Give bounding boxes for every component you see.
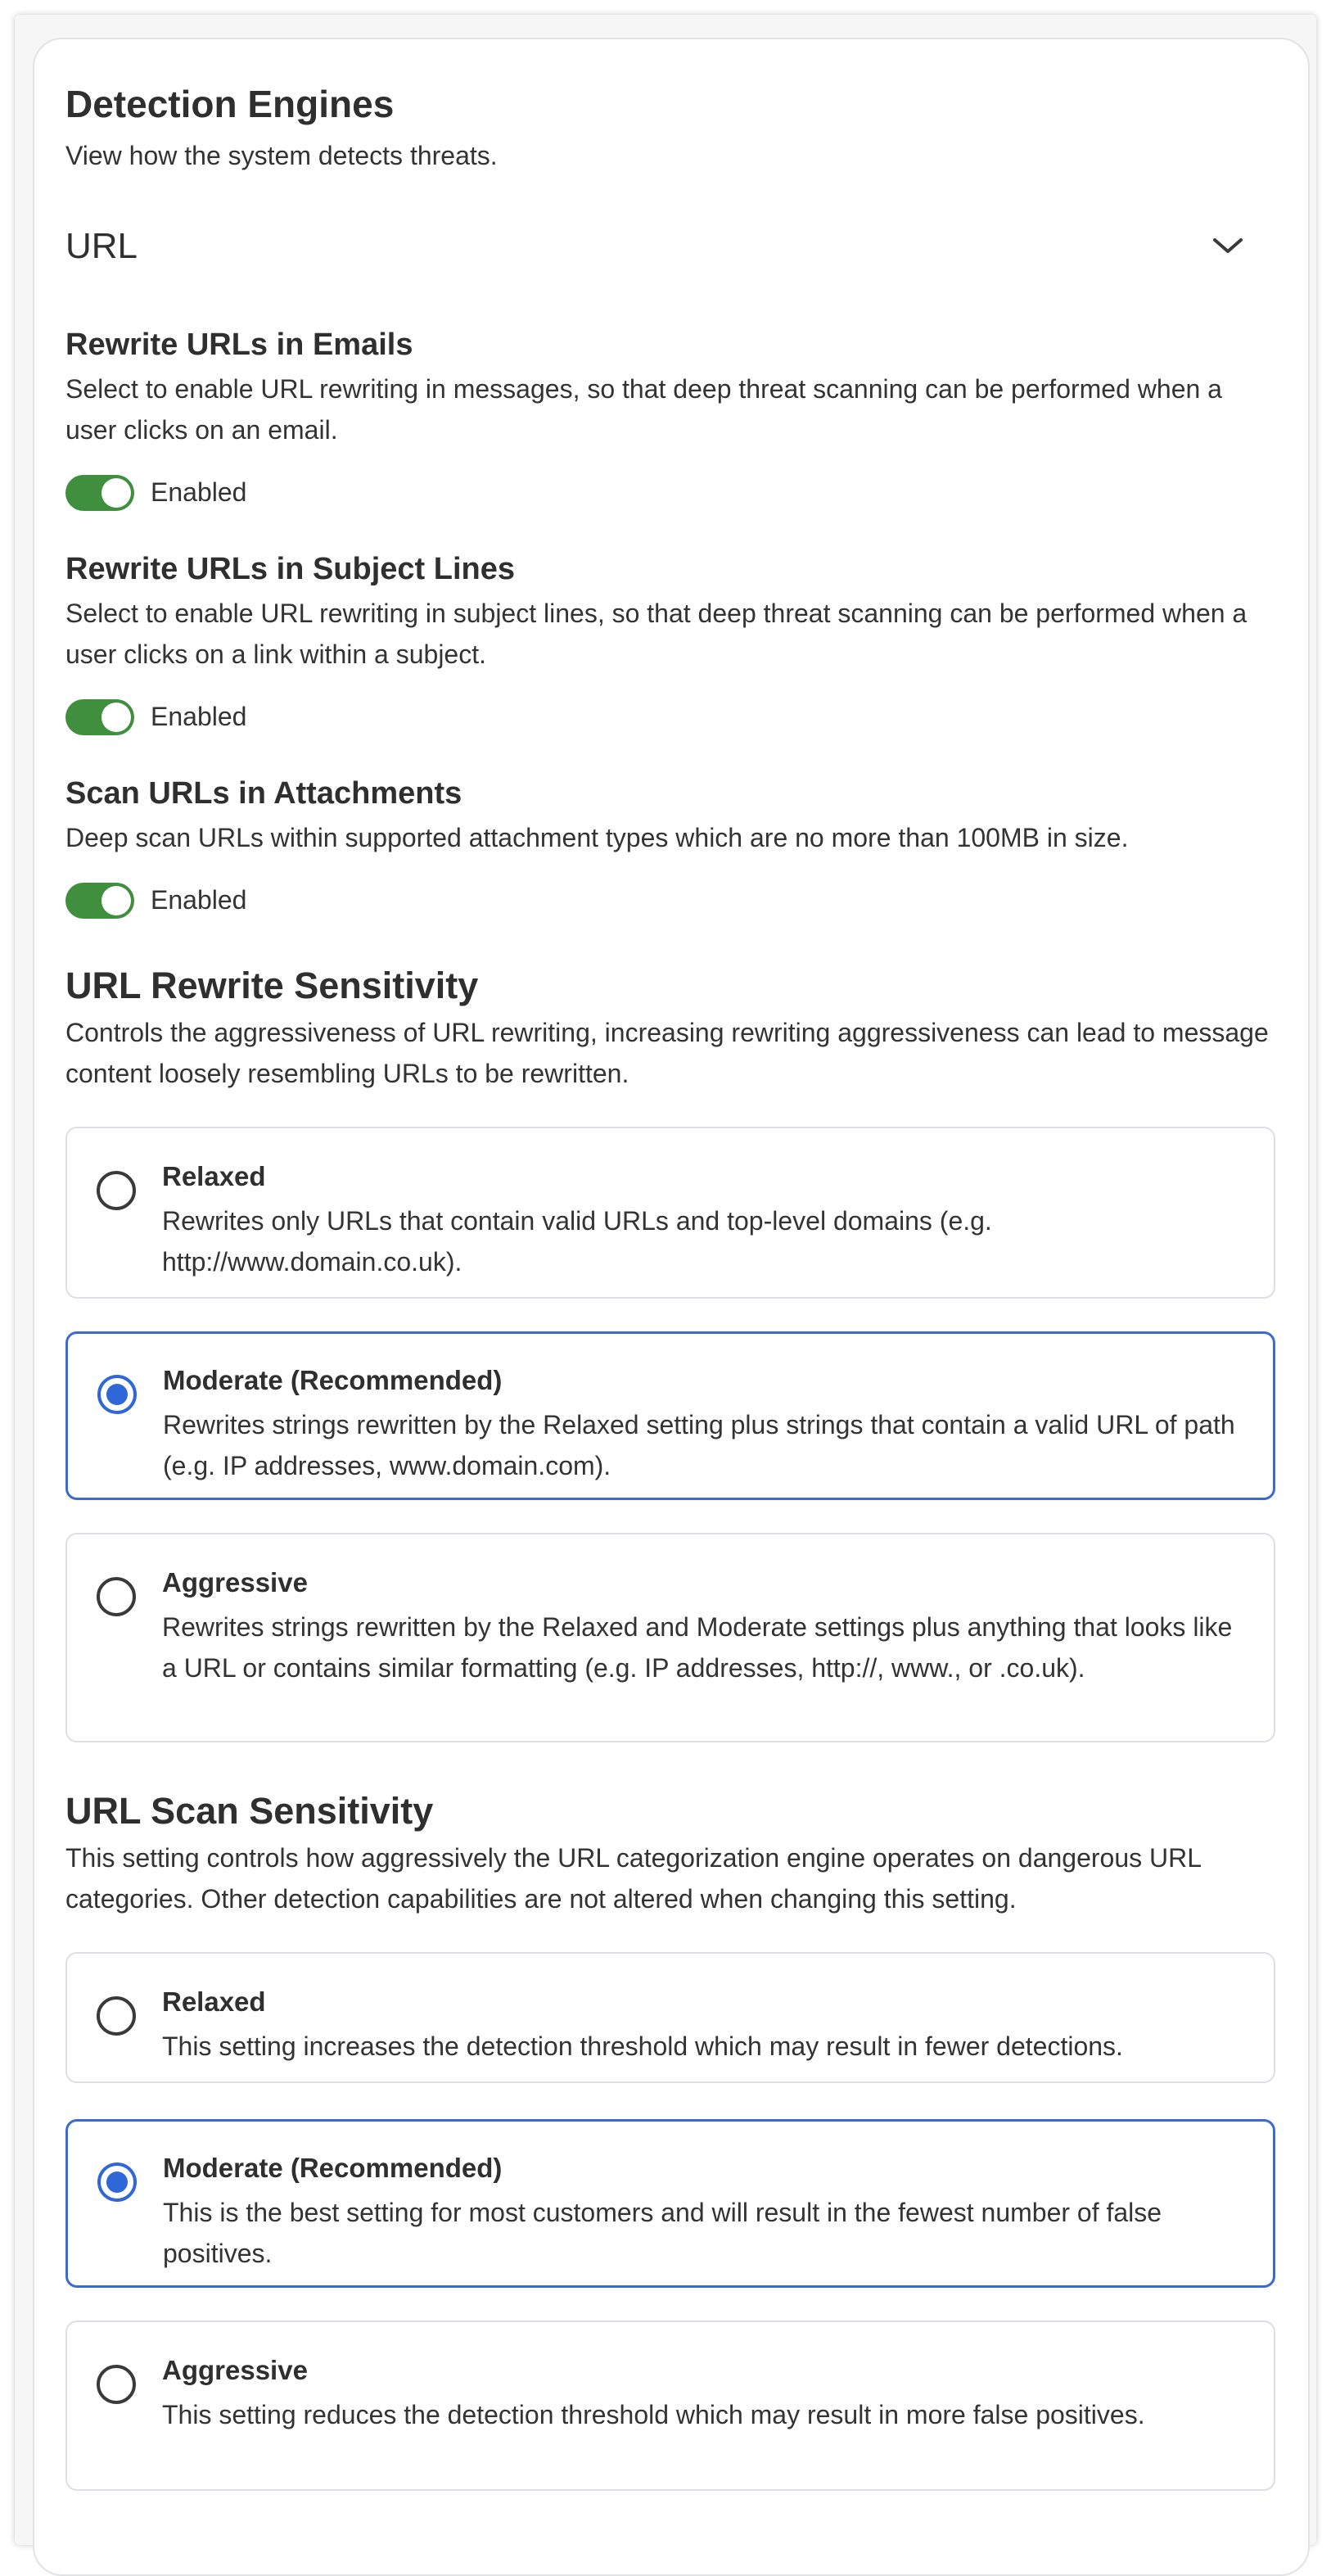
section-title-url: URL [65, 226, 138, 266]
radio-button[interactable] [97, 1171, 136, 1210]
toggle-knob [102, 478, 131, 508]
setting-desc-rewrite-emails: Select to enable URL rewriting in messages, so that deep threat scanning can be performed when a user clicks on an email. [65, 374, 1222, 445]
scan-attachments-toggle[interactable] [65, 883, 134, 919]
option-label: Aggressive [162, 2355, 308, 2385]
rewrite-subject-toggle[interactable] [65, 699, 134, 735]
page-title: Detection Engines [65, 83, 395, 125]
setting-title-scan-attachments: Scan URLs in Attachments [65, 776, 462, 811]
chevron-down-icon[interactable] [1211, 233, 1244, 258]
page-subtitle: View how the system detects threats. [65, 141, 498, 170]
option-description: This setting reduces the detection threshold which may result in more false positives. [162, 2400, 1145, 2429]
setting-title-rewrite-subject: Rewrite URLs in Subject Lines [65, 552, 515, 586]
setting-desc-scan-attachments: Deep scan URLs within supported attachment types which are no more than 100MB in size. [65, 823, 1129, 852]
rewrite-option-moderate[interactable] [65, 1331, 1275, 1500]
rewrite-option-aggressive[interactable] [65, 1533, 1275, 1742]
option-label: Relaxed [162, 1986, 266, 2017]
scan-sensitivity-title: URL Scan Sensitivity [65, 1790, 434, 1832]
setting-desc-rewrite-subject: Select to enable URL rewriting in subject lines, so that deep threat scanning can be performed when a user clicks on a link within a subject. [65, 599, 1248, 669]
radio-button-selected[interactable] [97, 2162, 137, 2202]
setting-title-rewrite-emails: Rewrite URLs in Emails [65, 328, 413, 362]
option-description: This setting increases the detection threshold which may result in fewer detections. [162, 2031, 1123, 2061]
option-description: Rewrites only URLs that contain valid URLs and top-level domains (e.g. http://www.domain.co.uk). [162, 1206, 992, 1277]
radio-button-selected[interactable] [97, 1375, 137, 1414]
toggle-knob [102, 886, 131, 915]
radio-button[interactable] [97, 2365, 136, 2404]
option-description: Rewrites strings rewritten by the Relaxed and Moderate settings plus anything that looks like a URL or contains similar formatting (e.g. IP addresses, http://, www., or .co.uk). [162, 1612, 1233, 1683]
option-label: Moderate (Recommended) [163, 1365, 503, 1395]
option-label: Aggressive [162, 1567, 308, 1598]
option-label: Moderate (Recommended) [163, 2153, 503, 2183]
scan-sensitivity-desc: This setting controls how aggressively the URL categorization engine operates on dangerous URL categories. Other detection capabilities are not altered when changing this setting. [65, 1843, 1201, 1914]
toggle-knob [102, 703, 131, 732]
rewrite-emails-toggle[interactable] [65, 475, 134, 511]
rewrite-sensitivity-desc: Controls the aggressiveness of URL rewriting, increasing rewriting aggressiveness can lead to message content loosely resembling URLs to be rewritten. [65, 1018, 1269, 1088]
option-description: This is the best setting for most customers and will result in the fewest number of false positives. [163, 2198, 1162, 2268]
option-description: Rewrites strings rewritten by the Relaxed setting plus strings that contain a valid URL of path (e.g. IP addresses, www.domain.com). [163, 1410, 1235, 1480]
rewrite-sensitivity-title: URL Rewrite Sensitivity [65, 965, 479, 1006]
rewrite-emails-state: Enabled [151, 477, 247, 507]
scan-option-relaxed[interactable] [65, 1952, 1275, 2083]
radio-button[interactable] [97, 1996, 136, 2036]
radio-button[interactable] [97, 1577, 136, 1616]
scan-option-aggressive[interactable] [65, 2321, 1275, 2491]
scan-option-moderate[interactable] [65, 2119, 1275, 2288]
scan-attachments-state: Enabled [151, 885, 247, 915]
rewrite-subject-state: Enabled [151, 702, 247, 731]
option-label: Relaxed [162, 1161, 266, 1191]
rewrite-option-relaxed[interactable] [65, 1127, 1275, 1299]
